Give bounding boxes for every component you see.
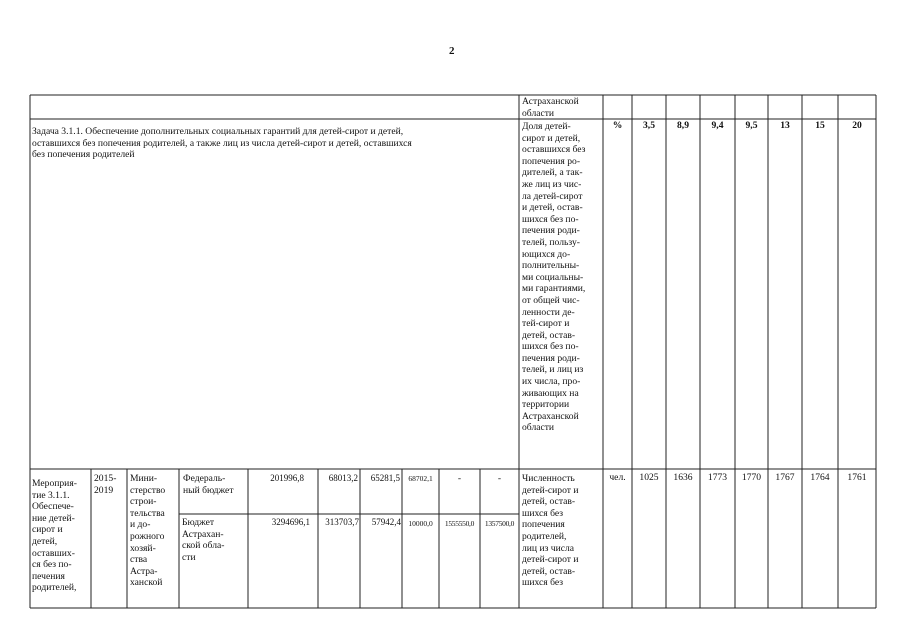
- task-value-3: 9,4: [711, 120, 724, 131]
- funding-source-federal: Федераль- ный бюджет: [183, 473, 234, 496]
- task-value-5: 13: [780, 120, 790, 131]
- funding-regional-y4: 1555550,0: [444, 519, 475, 528]
- measure-value-4: 1770: [741, 472, 762, 483]
- measure-value-5: 1767: [775, 472, 795, 483]
- funding-federal-y4: -: [457, 473, 462, 484]
- measure-value-6: 1764: [810, 472, 830, 483]
- measure-unit: чел.: [609, 472, 626, 483]
- funding-regional-y1: 313703,7: [325, 517, 359, 527]
- funding-federal-y3: 68702,1: [408, 474, 433, 483]
- task-value-2: 8,9: [677, 120, 689, 131]
- funding-regional-y3: 10000,0: [408, 519, 433, 528]
- page-number: 2: [449, 45, 455, 57]
- measure-value-3: 1773: [707, 472, 728, 483]
- measure-value-7: 1761: [847, 472, 867, 483]
- measure-value-1: 1025: [639, 472, 659, 483]
- funding-source-regional: Бюджет Астрахан- ской обла- сти: [182, 517, 225, 563]
- funding-federal-y5: -: [497, 473, 502, 484]
- task-value-7: 20: [852, 120, 862, 131]
- funding-federal-y2: 65281,5: [370, 473, 400, 483]
- top-row-indicator: Астраханской области: [522, 96, 579, 119]
- funding-federal-total: 201996,8: [270, 473, 304, 483]
- measure-executor: Мини- стерство строи- тельства и до- рожного хозяй- ства Астра- ханской: [130, 473, 166, 589]
- task-indicator: Доля детей- сирот и детей, оставшихся без попечения ро- дителей, а так- же лиц из чис- ла детей-сирот и детей, остав- шихся без по- печения роди- телей, пользу- ющихся до- полнительны- ми социальны- ми гарантиями, от общей чис- ленности де- тей-сирот и детей, остав- шихся без по- печения роди- телей, и лиц из их числа, про- живающих на территории Астраханской области: [522, 121, 586, 434]
- funding-regional-y5: 1357500,0: [484, 519, 515, 528]
- task-value-6: 15: [815, 120, 825, 131]
- measure-indicator: Численность детей-сирот и детей, остав- шихся без попечения родителей, лиц из числа детей-сирот и детей, остав- шихся без: [522, 473, 579, 589]
- measure-period: 2015- 2019: [94, 473, 117, 496]
- funding-federal-y1: 68013,2: [328, 473, 358, 483]
- task-value-1: 3,5: [643, 120, 655, 131]
- task-title: Задача 3.1.1. Обеспечение дополнительных социальных гарантий для детей-сирот и детей, оставшихся без попечения родителей, а также лиц из числа детей-сирот и детей, оставшихся без попечения родителей: [32, 126, 412, 161]
- funding-regional-y2: 57942,4: [371, 517, 401, 527]
- measure-value-2: 1636: [673, 472, 693, 483]
- task-value-4: 9,5: [745, 120, 758, 131]
- task-unit: %: [612, 120, 623, 131]
- funding-regional-total: 3294696,1: [271, 517, 310, 527]
- measure-name: Мероприя- тие 3.1.1. Обеспече- ние детей- сирот и детей, оставших- ся без по- печения родителей,: [32, 478, 77, 594]
